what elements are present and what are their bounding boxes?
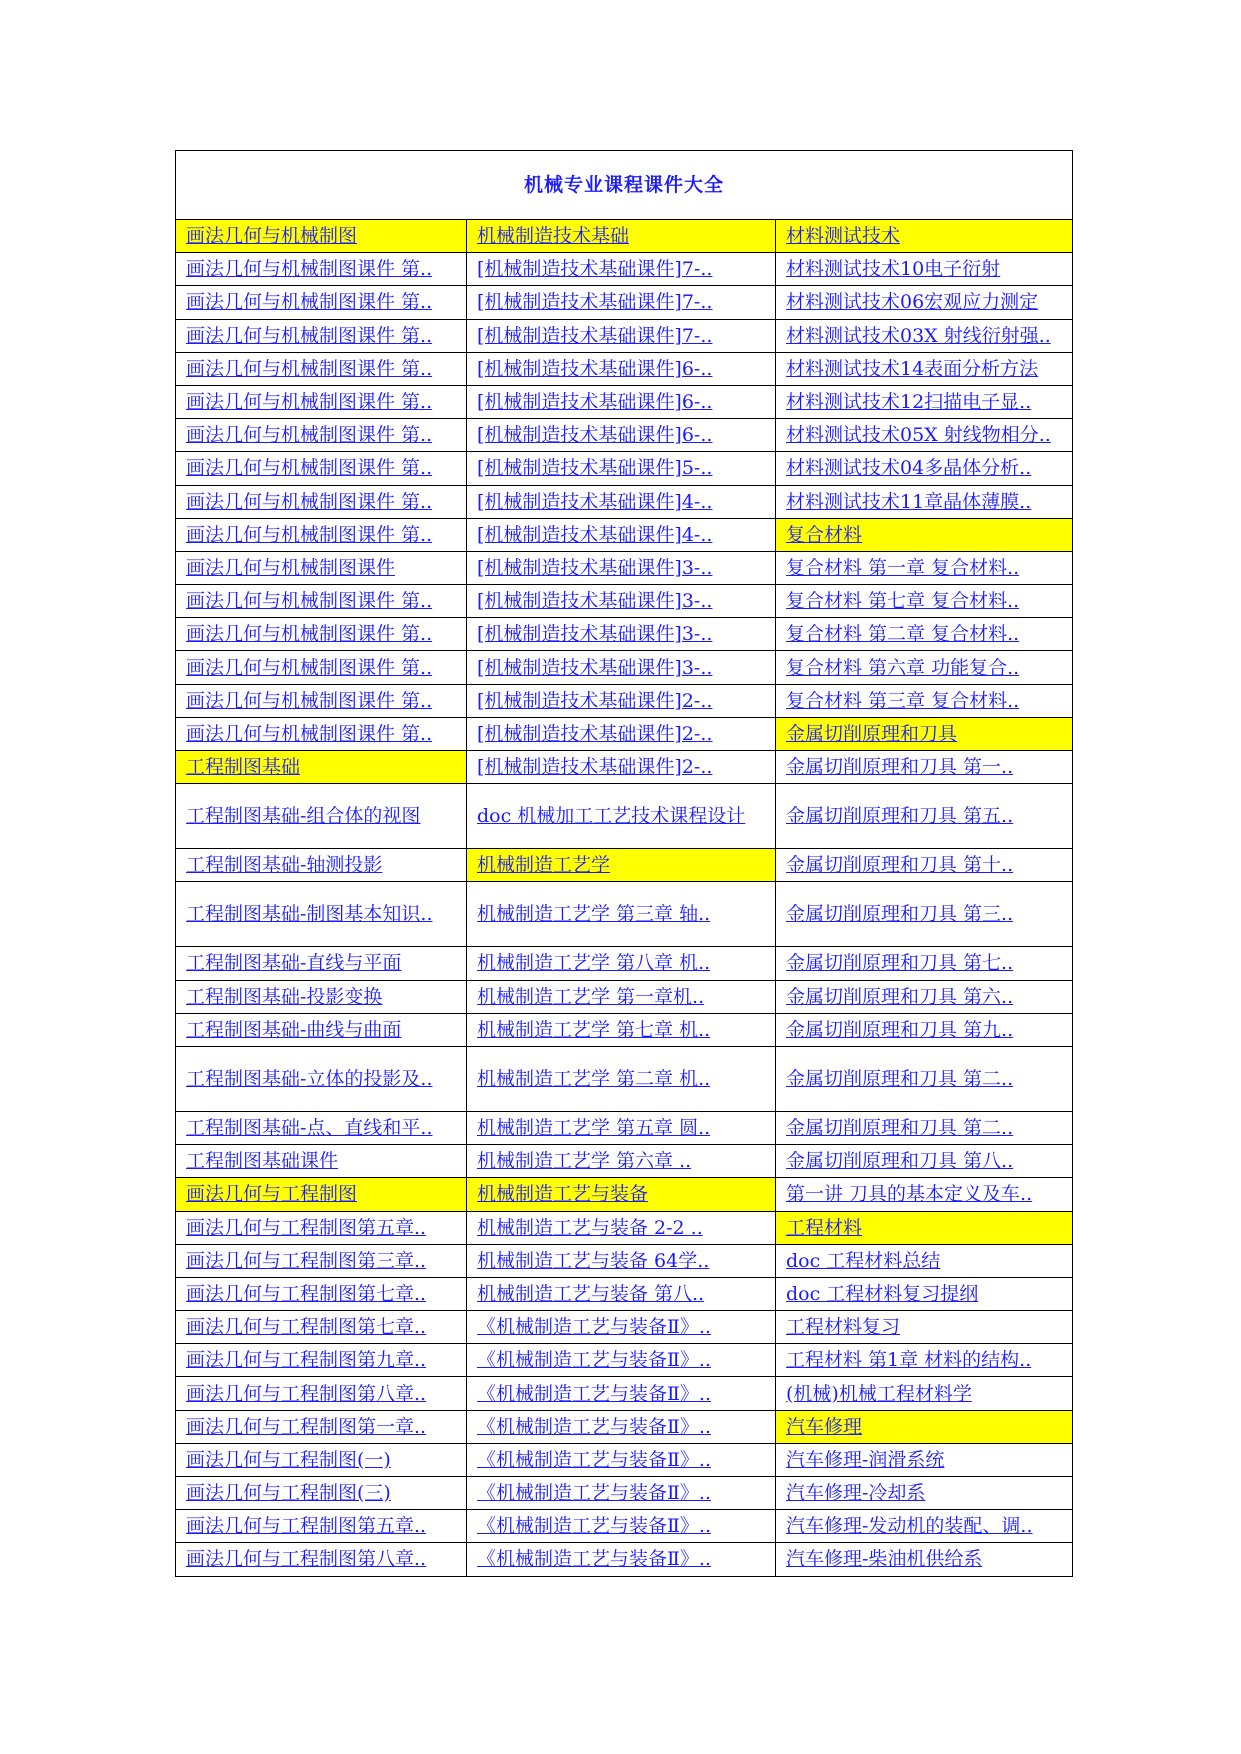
category-header — [467, 849, 776, 882]
course-cell-col-2 — [467, 352, 776, 385]
course-link[interactable]: 材料测试技术04多晶体分析.. — [786, 457, 1032, 480]
course-link[interactable]: 金属切削原理和刀具 第八.. — [786, 1150, 1014, 1173]
course-cell-col-1 — [176, 618, 467, 651]
table-row — [176, 1046, 1073, 1111]
course-cell-col-2 — [467, 1344, 776, 1377]
course-cell-col-1 — [176, 1410, 467, 1443]
course-link[interactable]: 工程制图基础-立体的投影及.. — [186, 1067, 433, 1090]
course-link[interactable]: 机械制造工艺学 第五章 圆.. — [477, 1117, 711, 1140]
course-link[interactable]: 画法几何与机械制图课件 第.. — [186, 490, 433, 513]
course-link[interactable]: 画法几何与机械制图课件 第.. — [186, 324, 433, 347]
table-row — [176, 1410, 1073, 1443]
course-link[interactable]: 工程制图基础-制图基本知识.. — [186, 903, 433, 926]
course-cell-col-1 — [176, 585, 467, 618]
course-link[interactable]: 工程制图基础课件 — [186, 1150, 339, 1173]
category-header-label: 复合材料 — [786, 523, 863, 546]
course-cell-col-1 — [176, 1510, 467, 1543]
course-cell-col-2 — [467, 419, 776, 452]
course-cell-col-3 — [776, 1277, 1073, 1310]
course-table-body — [176, 151, 1073, 1577]
course-cell-col-1 — [176, 1277, 467, 1310]
table-row — [176, 1013, 1073, 1046]
course-link[interactable]: 材料测试技术12扫描电子显.. — [786, 391, 1032, 414]
course-cell-col-2 — [467, 1510, 776, 1543]
course-link[interactable]: 金属切削原理和刀具 第二.. — [786, 1117, 1014, 1140]
course-link[interactable]: 画法几何与工程制图(三) — [186, 1482, 391, 1505]
course-link[interactable]: 第一讲 刀具的基本定义及车.. — [786, 1183, 1033, 1206]
title-row — [176, 151, 1073, 220]
table-row — [176, 684, 1073, 717]
course-cell-col-2 — [467, 651, 776, 684]
course-link[interactable]: [机械制造技术基础课件]2-.. — [477, 689, 713, 712]
course-link[interactable]: 《机械制造工艺与装备Ⅱ》.. — [477, 1382, 711, 1405]
course-cell-col-3 — [776, 618, 1073, 651]
course-cell-col-1 — [176, 1344, 467, 1377]
course-link[interactable]: 材料测试技术11章晶体薄膜.. — [786, 490, 1032, 513]
course-cell-col-2 — [467, 1111, 776, 1144]
course-link[interactable]: 复合材料 第三章 复合材料.. — [786, 689, 1020, 712]
course-link[interactable]: [机械制造技术基础课件]7-.. — [477, 324, 713, 347]
course-link[interactable]: 《机械制造工艺与装备Ⅱ》.. — [477, 1415, 711, 1438]
course-cell-col-3 — [776, 1377, 1073, 1410]
course-cell-col-3 — [776, 947, 1073, 980]
course-cell-col-1 — [176, 286, 467, 319]
course-link[interactable]: 机械制造工艺与装备 第八.. — [477, 1282, 705, 1305]
table-row — [176, 1477, 1073, 1510]
course-link[interactable]: 复合材料 第七章 复合材料.. — [786, 590, 1020, 613]
course-link[interactable]: 金属切削原理和刀具 第一.. — [786, 756, 1014, 779]
course-link[interactable]: 画法几何与工程制图第一章.. — [186, 1415, 427, 1438]
table-row — [176, 1443, 1073, 1476]
course-link[interactable]: doc 工程材料复习提纲 — [786, 1282, 979, 1305]
course-cell-col-2 — [467, 751, 776, 784]
table-row — [176, 1277, 1073, 1310]
course-cell-col-3 — [776, 352, 1073, 385]
course-link[interactable]: 画法几何与工程制图第八章.. — [186, 1382, 427, 1405]
course-link[interactable]: 机械制造工艺学 第七章 机.. — [477, 1018, 711, 1041]
course-cell-col-1 — [176, 717, 467, 750]
course-link[interactable]: 画法几何与工程制图第九章.. — [186, 1349, 427, 1372]
course-cell-col-3 — [776, 551, 1073, 584]
course-link[interactable]: 画法几何与机械制图课件 第.. — [186, 457, 433, 480]
category-header — [467, 1178, 776, 1211]
course-link[interactable]: 机械制造工艺与装备 2-2 .. — [477, 1216, 703, 1239]
category-header-label: 画法几何与机械制图 — [186, 225, 358, 248]
category-header — [776, 717, 1073, 750]
course-link[interactable]: 金属切削原理和刀具 第二.. — [786, 1067, 1014, 1090]
course-link[interactable]: 机械制造工艺学 第二章 机.. — [477, 1067, 711, 1090]
course-link[interactable]: 复合材料 第六章 功能复合.. — [786, 656, 1020, 679]
course-cell-col-1 — [176, 452, 467, 485]
course-cell-col-3 — [776, 419, 1073, 452]
table-row — [176, 651, 1073, 684]
course-cell-col-2 — [467, 485, 776, 518]
table-row — [176, 352, 1073, 385]
table-row — [176, 585, 1073, 618]
course-link[interactable]: 画法几何与机械制图课件 — [186, 556, 396, 579]
category-header — [776, 1211, 1073, 1244]
table-row — [176, 784, 1073, 849]
course-cell-col-3 — [776, 1543, 1073, 1576]
category-header — [776, 220, 1073, 253]
course-cell-col-1 — [176, 1046, 467, 1111]
course-cell-col-2 — [467, 1443, 776, 1476]
course-link[interactable]: 工程制图基础-轴测投影 — [186, 854, 383, 877]
table-row — [176, 518, 1073, 551]
course-cell-col-2 — [467, 1244, 776, 1277]
course-cell-col-2 — [467, 882, 776, 947]
category-header-label: 金属切削原理和刀具 — [786, 722, 958, 745]
course-link[interactable]: [机械制造技术基础课件]7-.. — [477, 291, 713, 314]
course-link[interactable]: 工程制图基础-组合体的视图 — [186, 805, 421, 828]
category-header — [176, 751, 467, 784]
category-header-label: 工程材料 — [786, 1216, 863, 1239]
table-row — [176, 1311, 1073, 1344]
course-cell-col-3 — [776, 849, 1073, 882]
course-cell-col-2 — [467, 1543, 776, 1576]
category-header-label: 材料测试技术 — [786, 225, 901, 248]
course-link[interactable]: 机械制造工艺学 第八章 机.. — [477, 952, 711, 975]
course-cell-col-2 — [467, 1211, 776, 1244]
course-cell-col-3 — [776, 1046, 1073, 1111]
course-cell-col-2 — [467, 947, 776, 980]
table-row — [176, 882, 1073, 947]
table-row — [176, 1244, 1073, 1277]
table-row — [176, 1211, 1073, 1244]
course-cell-col-3 — [776, 1013, 1073, 1046]
course-link[interactable]: 工程材料复习 — [786, 1316, 901, 1339]
table-row — [176, 319, 1073, 352]
course-link[interactable]: 汽车修理-柴油机供给系 — [786, 1548, 983, 1571]
course-cell-col-3 — [776, 1111, 1073, 1144]
course-cell-col-3 — [776, 651, 1073, 684]
course-link[interactable]: 汽车修理-润滑系统 — [786, 1448, 945, 1471]
course-link[interactable]: 材料测试技术10电子衍射 — [786, 258, 1001, 281]
table-row — [176, 1543, 1073, 1576]
course-cell-col-3 — [776, 980, 1073, 1013]
course-cell-col-1 — [176, 784, 467, 849]
course-link[interactable]: 画法几何与机械制图课件 第.. — [186, 523, 433, 546]
course-link[interactable]: 画法几何与机械制图课件 第.. — [186, 391, 433, 414]
category-header — [776, 518, 1073, 551]
course-link[interactable]: 复合材料 第一章 复合材料.. — [786, 556, 1020, 579]
course-cell-col-2 — [467, 1410, 776, 1443]
course-cell-col-2 — [467, 385, 776, 418]
course-list-page — [175, 150, 1072, 1577]
course-link[interactable]: 画法几何与机械制图课件 第.. — [186, 424, 433, 447]
course-cell-col-2 — [467, 618, 776, 651]
category-header — [467, 220, 776, 253]
course-link[interactable]: 画法几何与工程制图第五章.. — [186, 1515, 427, 1538]
course-link[interactable]: [机械制造技术基础课件]2-.. — [477, 722, 713, 745]
course-link[interactable]: [机械制造技术基础课件]7-.. — [477, 258, 713, 281]
course-cell-col-3 — [776, 286, 1073, 319]
course-link[interactable]: 机械制造工艺学 第三章 轴.. — [477, 903, 711, 926]
course-cell-col-2 — [467, 1311, 776, 1344]
table-row — [176, 385, 1073, 418]
course-cell-col-2 — [467, 286, 776, 319]
course-link[interactable]: 材料测试技术03X 射线衍射强.. — [786, 324, 1051, 347]
course-link[interactable]: doc 工程材料总结 — [786, 1249, 941, 1272]
course-cell-col-2 — [467, 518, 776, 551]
course-link[interactable]: 机械制造工艺学 第一章机.. — [477, 985, 705, 1008]
table-row — [176, 1377, 1073, 1410]
course-link[interactable]: 画法几何与工程制图第三章.. — [186, 1249, 427, 1272]
course-link[interactable]: 金属切削原理和刀具 第六.. — [786, 985, 1014, 1008]
course-link[interactable]: [机械制造技术基础课件]3-.. — [477, 556, 713, 579]
course-link[interactable]: 《机械制造工艺与装备Ⅱ》.. — [477, 1548, 711, 1571]
course-cell-col-2 — [467, 717, 776, 750]
course-link[interactable]: 金属切削原理和刀具 第九.. — [786, 1018, 1014, 1041]
course-link[interactable]: 工程制图基础-投影变换 — [186, 985, 383, 1008]
course-link[interactable]: [机械制造技术基础课件]4-.. — [477, 523, 713, 546]
table-row — [176, 1178, 1073, 1211]
course-link[interactable]: (机械)机械工程材料学 — [786, 1382, 972, 1405]
course-link[interactable]: 材料测试技术06宏观应力测定 — [786, 291, 1039, 314]
course-link[interactable]: 画法几何与机械制图课件 第.. — [186, 258, 433, 281]
course-cell-col-1 — [176, 518, 467, 551]
course-cell-col-1 — [176, 1377, 467, 1410]
course-cell-col-1 — [176, 551, 467, 584]
course-link[interactable]: 画法几何与工程制图第八章.. — [186, 1548, 427, 1571]
course-link[interactable]: [机械制造技术基础课件]5-.. — [477, 457, 713, 480]
course-link[interactable]: 画法几何与机械制图课件 第.. — [186, 357, 433, 380]
course-cell-col-2 — [467, 1145, 776, 1178]
course-link[interactable]: [机械制造技术基础课件]4-.. — [477, 490, 713, 513]
course-link[interactable]: 汽车修理-发动机的装配、调.. — [786, 1515, 1033, 1538]
course-cell-col-1 — [176, 684, 467, 717]
course-cell-col-3 — [776, 1178, 1073, 1211]
course-link[interactable]: 《机械制造工艺与装备Ⅱ》.. — [477, 1349, 711, 1372]
course-link[interactable]: [机械制造技术基础课件]6-.. — [477, 391, 713, 414]
course-cell-col-1 — [176, 1013, 467, 1046]
course-cell-col-2 — [467, 1477, 776, 1510]
course-cell-col-1 — [176, 651, 467, 684]
course-cell-col-1 — [176, 1145, 467, 1178]
course-cell-col-3 — [776, 1311, 1073, 1344]
course-link[interactable]: 画法几何与工程制图第七章.. — [186, 1282, 427, 1305]
course-link[interactable]: 《机械制造工艺与装备Ⅱ》.. — [477, 1316, 711, 1339]
course-cell-col-3 — [776, 253, 1073, 286]
course-link[interactable]: 机械制造工艺学 第六章 .. — [477, 1150, 692, 1173]
category-header-label: 工程制图基础 — [186, 756, 301, 779]
course-link[interactable]: 画法几何与机械制图课件 第.. — [186, 656, 433, 679]
table-row — [176, 419, 1073, 452]
course-link[interactable]: 画法几何与机械制图课件 第.. — [186, 590, 433, 613]
table-row — [176, 452, 1073, 485]
course-link[interactable]: 金属切削原理和刀具 第十.. — [786, 854, 1014, 877]
course-link[interactable]: 画法几何与机械制图课件 第.. — [186, 623, 433, 646]
course-cell-col-2 — [467, 1377, 776, 1410]
course-cell-col-2 — [467, 1013, 776, 1046]
table-row — [176, 751, 1073, 784]
course-link[interactable]: [机械制造技术基础课件]2-.. — [477, 756, 713, 779]
course-cell-col-3 — [776, 1344, 1073, 1377]
course-cell-col-2 — [467, 1046, 776, 1111]
category-header-label: 汽车修理 — [786, 1415, 863, 1438]
course-cell-col-3 — [776, 319, 1073, 352]
course-link[interactable]: [机械制造技术基础课件]6-.. — [477, 357, 713, 380]
course-cell-col-1 — [176, 1443, 467, 1476]
category-header-label: 机械制造技术基础 — [477, 225, 630, 248]
category-header — [176, 220, 467, 253]
course-table — [175, 150, 1073, 1577]
course-cell-col-3 — [776, 1145, 1073, 1178]
course-link[interactable]: [机械制造技术基础课件]3-.. — [477, 590, 713, 613]
table-row — [176, 618, 1073, 651]
category-header — [776, 1410, 1073, 1443]
course-link[interactable]: 材料测试技术05X 射线物相分.. — [786, 424, 1051, 447]
table-row — [176, 1510, 1073, 1543]
course-cell-col-1 — [176, 352, 467, 385]
course-cell-col-3 — [776, 1443, 1073, 1476]
course-cell-col-3 — [776, 684, 1073, 717]
course-link[interactable]: 画法几何与工程制图(一) — [186, 1448, 391, 1471]
course-link[interactable]: 画法几何与工程制图第七章.. — [186, 1316, 427, 1339]
course-cell-col-1 — [176, 1543, 467, 1576]
table-row — [176, 849, 1073, 882]
table-row — [176, 220, 1073, 253]
course-cell-col-1 — [176, 319, 467, 352]
course-link[interactable]: 复合材料 第二章 复合材料.. — [786, 623, 1020, 646]
table-row — [176, 947, 1073, 980]
course-link[interactable]: 画法几何与工程制图第五章.. — [186, 1216, 427, 1239]
course-cell-col-2 — [467, 684, 776, 717]
course-cell-col-3 — [776, 1244, 1073, 1277]
course-cell-col-1 — [176, 1211, 467, 1244]
course-link[interactable]: [机械制造技术基础课件]3-.. — [477, 623, 713, 646]
course-cell-col-1 — [176, 1244, 467, 1277]
course-cell-col-1 — [176, 882, 467, 947]
course-cell-col-3 — [776, 385, 1073, 418]
course-cell-col-3 — [776, 784, 1073, 849]
course-link[interactable]: [机械制造技术基础课件]3-.. — [477, 656, 713, 679]
category-header-label: 画法几何与工程制图 — [186, 1183, 358, 1206]
course-cell-col-1 — [176, 485, 467, 518]
table-row — [176, 717, 1073, 750]
course-link[interactable]: 工程制图基础-直线与平面 — [186, 952, 402, 975]
table-row — [176, 485, 1073, 518]
course-link[interactable]: 《机械制造工艺与装备Ⅱ》.. — [477, 1448, 711, 1471]
course-cell-col-1 — [176, 980, 467, 1013]
table-row — [176, 980, 1073, 1013]
course-link[interactable]: 工程制图基础-点、直线和平.. — [186, 1117, 433, 1140]
course-cell-col-3 — [776, 585, 1073, 618]
course-cell-col-3 — [776, 485, 1073, 518]
course-link[interactable]: 画法几何与机械制图课件 第.. — [186, 722, 433, 745]
course-link[interactable]: 汽车修理-冷却系 — [786, 1482, 926, 1505]
course-link[interactable]: 金属切削原理和刀具 第七.. — [786, 952, 1014, 975]
course-link[interactable]: 材料测试技术14表面分析方法 — [786, 357, 1039, 380]
course-link[interactable]: 《机械制造工艺与装备Ⅱ》.. — [477, 1482, 711, 1505]
table-row — [176, 1344, 1073, 1377]
course-cell-col-2 — [467, 319, 776, 352]
category-header-label: 机械制造工艺学 — [477, 854, 611, 877]
course-link[interactable]: 画法几何与机械制图课件 第.. — [186, 689, 433, 712]
course-cell-col-1 — [176, 385, 467, 418]
course-cell-col-2 — [467, 585, 776, 618]
page-title: 机械专业课程课件大全 — [176, 151, 1073, 220]
course-link[interactable]: 工程材料 第1章 材料的结构.. — [786, 1349, 1032, 1372]
course-cell-col-2 — [467, 784, 776, 849]
course-cell-col-2 — [467, 253, 776, 286]
course-cell-col-2 — [467, 1277, 776, 1310]
course-cell-col-2 — [467, 452, 776, 485]
course-link[interactable]: 机械制造工艺与装备 64学.. — [477, 1249, 710, 1272]
course-cell-col-1 — [176, 419, 467, 452]
table-row — [176, 286, 1073, 319]
category-header-label: 机械制造工艺与装备 — [477, 1183, 649, 1206]
course-cell-col-3 — [776, 1510, 1073, 1543]
table-row — [176, 1145, 1073, 1178]
table-row — [176, 551, 1073, 584]
category-header — [176, 1178, 467, 1211]
course-cell-col-1 — [176, 947, 467, 980]
course-link[interactable]: 画法几何与机械制图课件 第.. — [186, 291, 433, 314]
course-cell-col-3 — [776, 452, 1073, 485]
course-cell-col-1 — [176, 1477, 467, 1510]
course-link[interactable]: [机械制造技术基础课件]6-.. — [477, 424, 713, 447]
course-cell-col-3 — [776, 751, 1073, 784]
course-link[interactable]: 金属切削原理和刀具 第三.. — [786, 903, 1014, 926]
course-link[interactable]: doc 机械加工工艺技术课程设计 — [477, 805, 746, 828]
table-row — [176, 1111, 1073, 1144]
course-cell-col-1 — [176, 849, 467, 882]
course-cell-col-3 — [776, 1477, 1073, 1510]
course-link[interactable]: 金属切削原理和刀具 第五.. — [786, 805, 1014, 828]
course-cell-col-1 — [176, 253, 467, 286]
table-row — [176, 253, 1073, 286]
course-cell-col-3 — [776, 882, 1073, 947]
course-cell-col-2 — [467, 551, 776, 584]
course-cell-col-1 — [176, 1311, 467, 1344]
course-link[interactable]: 《机械制造工艺与装备Ⅱ》.. — [477, 1515, 711, 1538]
course-cell-col-2 — [467, 980, 776, 1013]
course-cell-col-1 — [176, 1111, 467, 1144]
course-link[interactable]: 工程制图基础-曲线与曲面 — [186, 1018, 402, 1041]
